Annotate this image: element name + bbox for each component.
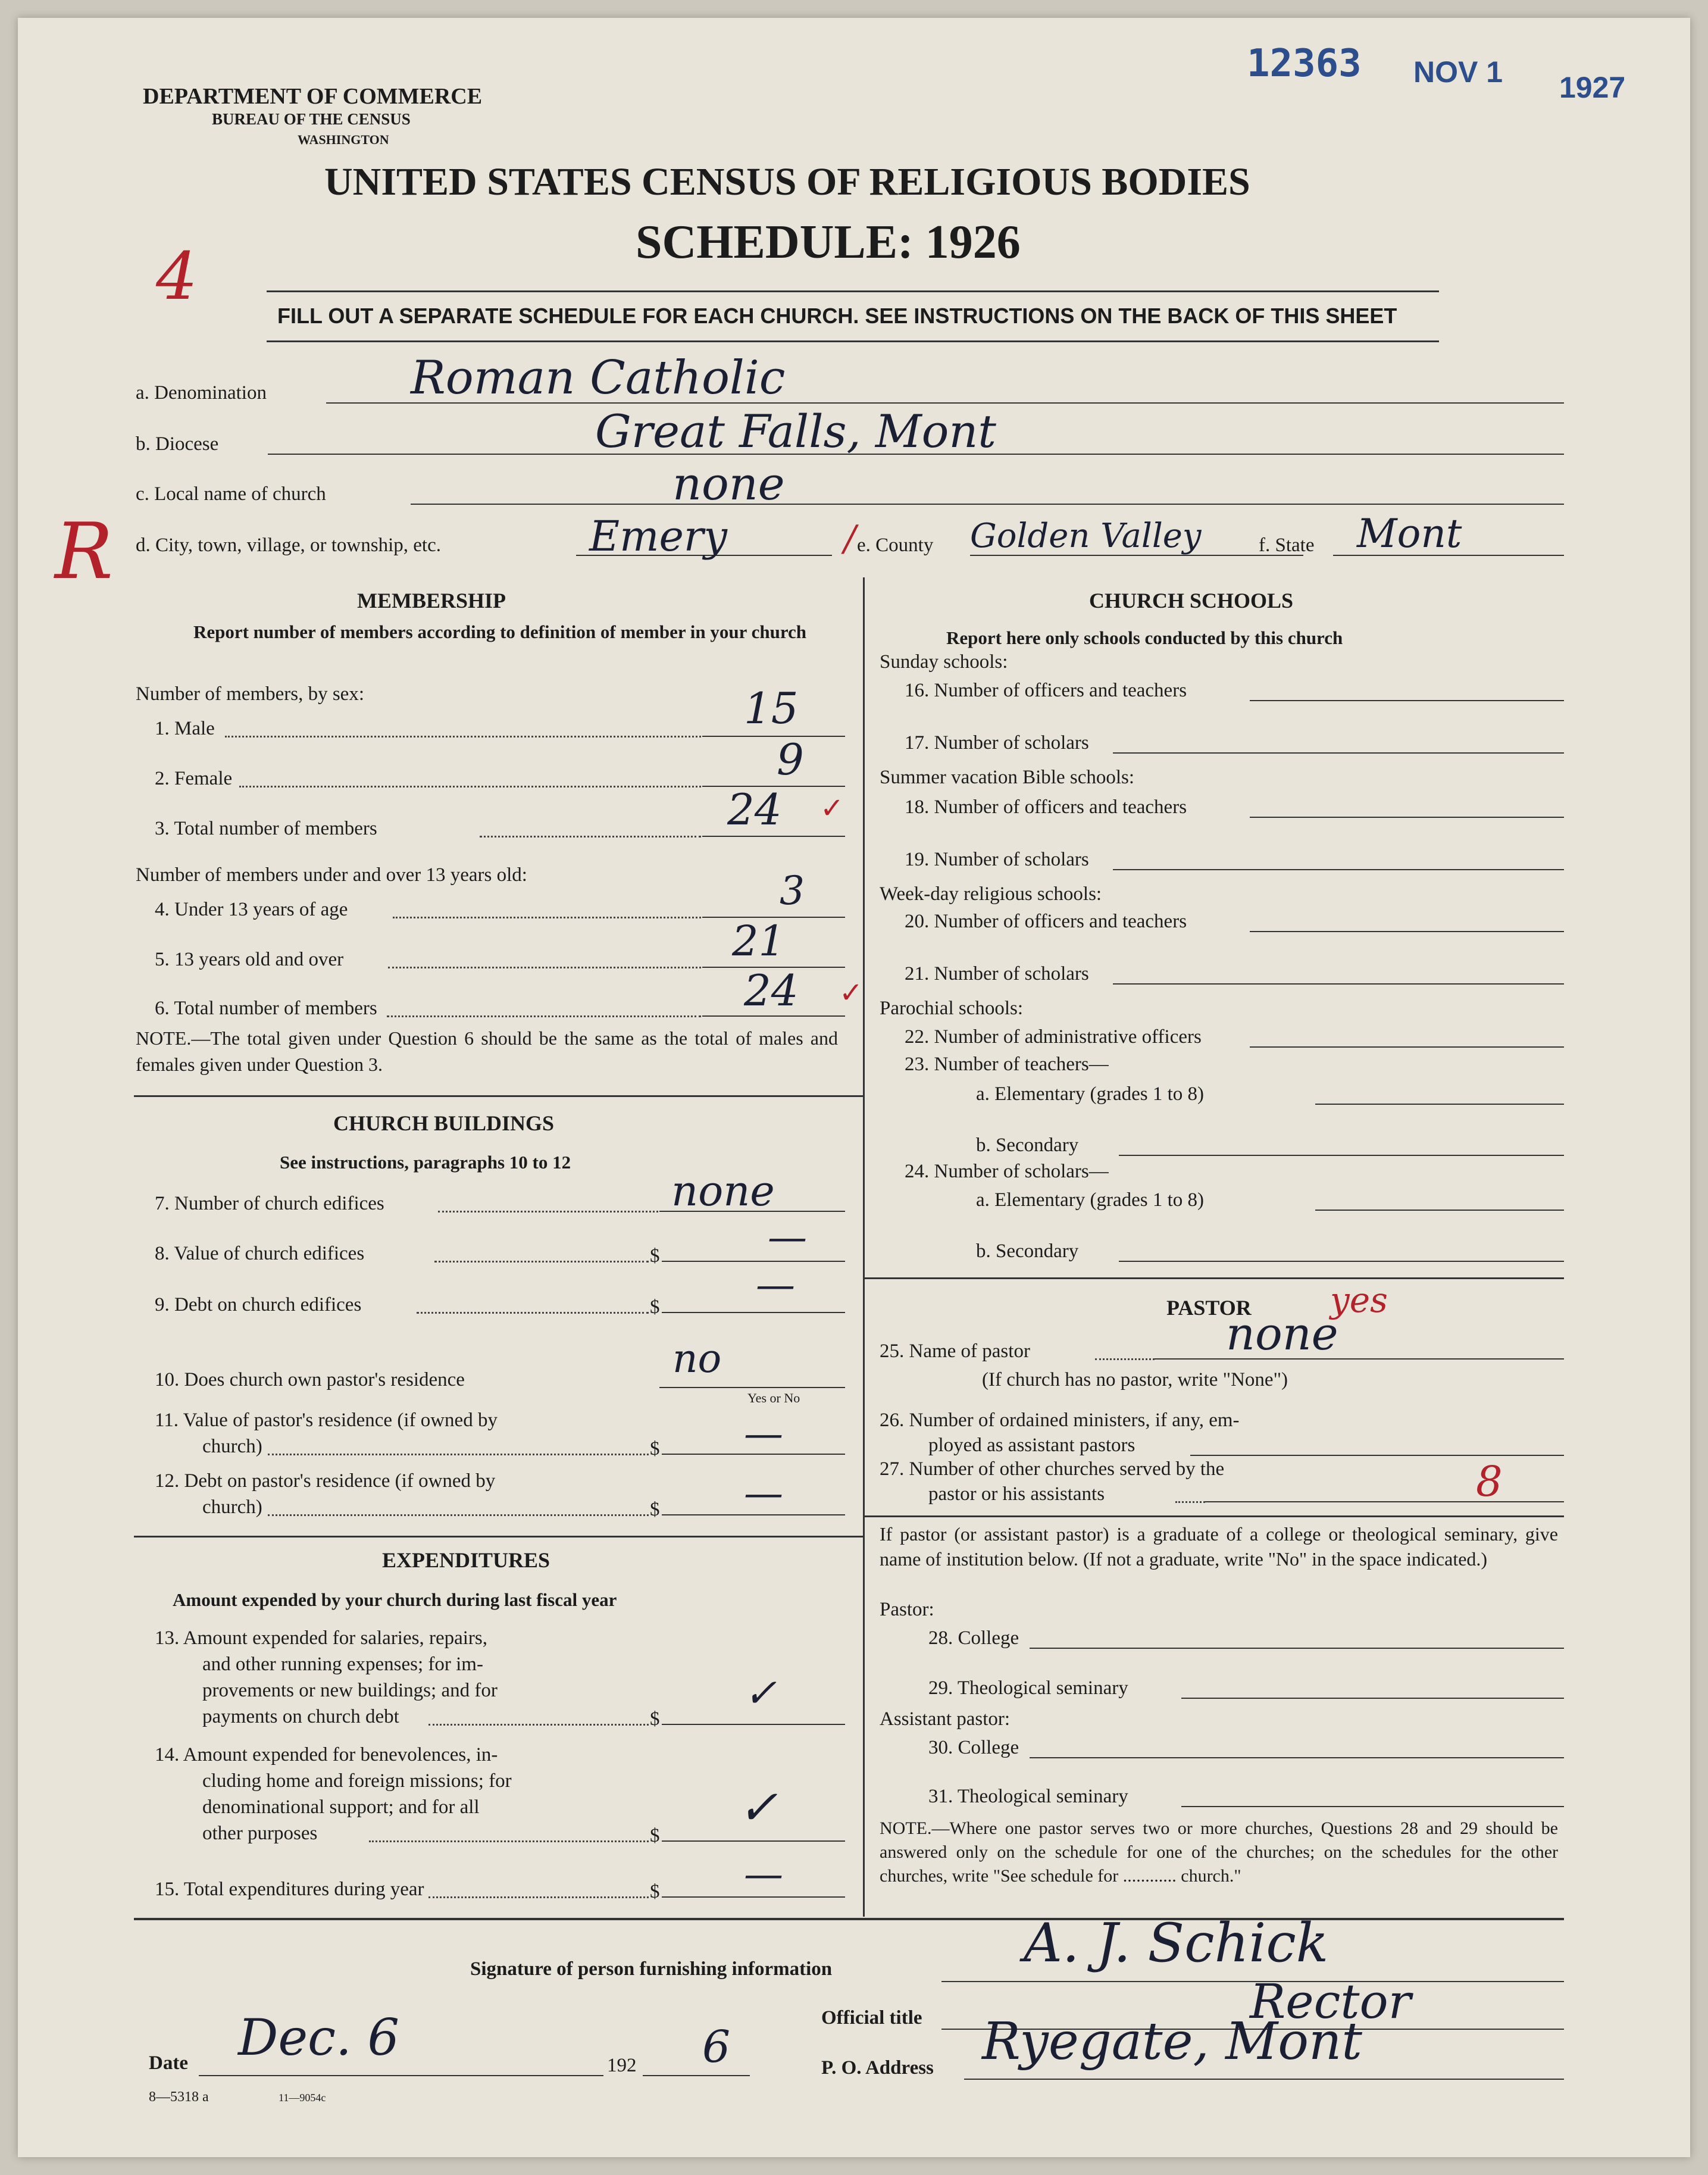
q2-label: 2. Female [155,768,233,789]
schedule-year: SCHEDULE: 1926 [636,216,1021,268]
q25-note: (If church has no pastor, write "None") [982,1369,1288,1390]
date-label: Date [149,2052,188,2074]
q20-label: 20. Number of officers and teachers [905,911,1187,932]
q4-under13-value[interactable]: 3 [780,868,805,914]
q8-value[interactable]: — [768,1214,807,1260]
q9-value[interactable]: — [756,1262,795,1308]
under-over-label: Number of members under and over 13 years old: [136,864,527,886]
q13-line3: provements or new buildings; and for [202,1680,498,1701]
year-value[interactable]: 6 [702,2021,731,2073]
diocese-label: b. Diocese [136,433,219,455]
received-stamp-year: 1927 [1559,71,1626,104]
parochial-schools-label: Parochial schools: [880,998,1024,1019]
date-value[interactable]: Dec. 6 [238,2008,399,2067]
q7-label: 7. Number of church edifices [155,1193,384,1214]
q11-label-cont: church) [202,1436,262,1457]
multiple-churches-note: NOTE.—Where one pastor serves two or more churches, Questions 28 and 29 should be answered only on the schedule for one of the churches; on the schedules for the other churches, write "See schedule for ............ church." [880,1818,1558,1886]
red-check-mark: / [844,518,856,560]
q14-line2: cluding home and foreign missions; for [202,1770,512,1792]
signature-value[interactable]: A. J. Schick [1024,1912,1329,1974]
q8-dollar: $ [650,1245,660,1267]
q14-line1: 14. Amount expended for benevolences, in- [155,1744,498,1765]
q15-value[interactable]: — [744,1851,783,1897]
q25-red-yes: yes [1330,1280,1388,1320]
expenditures-title: EXPENDITURES [382,1548,550,1572]
q27-label: 27. Number of other churches served by the [880,1458,1225,1480]
q1-label: 1. Male [155,718,215,739]
q17-label: 17. Number of scholars [905,732,1089,754]
q9-dollar: $ [650,1296,660,1318]
q7-edifices-value[interactable]: none [671,1167,775,1215]
q11-label: 11. Value of pastor's residence (if owned by [155,1410,498,1431]
q14-line3: denominational support; and for all [202,1796,480,1818]
q6-red-check: ✓ [839,977,864,1009]
weekday-schools-label: Week-day religious schools: [880,883,1102,905]
q15-dollar: $ [650,1881,660,1902]
q3-label: 3. Total number of members [155,818,377,839]
q5-13over-value[interactable]: 21 [732,917,786,965]
q23b-label: b. Secondary [976,1135,1079,1156]
signature-label: Signature of person furnishing information [470,1958,833,1980]
received-stamp-number: 12363 [1247,42,1362,86]
q12-label: 12. Debt on pastor's residence (if owned by [155,1470,496,1492]
form-number: 8—5318 a [149,2089,209,2105]
bureau-name: BUREAU OF THE CENSUS [212,110,411,128]
red-R-mark: R [55,506,113,596]
q14-value[interactable]: ✓ [738,1780,778,1835]
summer-schools-label: Summer vacation Bible schools: [880,767,1135,788]
q12-label-cont: church) [202,1496,262,1518]
q29-label: 29. Theological seminary [928,1677,1128,1699]
yes-or-no-hint: Yes or No [747,1390,800,1405]
year-prefix: 192 [607,2055,637,2076]
pastor-subheading: Pastor: [880,1599,934,1620]
q24-label: 24. Number of scholars— [905,1161,1109,1182]
state-value[interactable]: Mont [1357,511,1462,557]
form-title: UNITED STATES CENSUS OF RELIGIOUS BODIES [324,160,1250,204]
q27-label-cont: pastor or his assistants [928,1483,1105,1505]
diocese-value[interactable]: Great Falls, Mont [595,405,996,458]
q14-line4: other purposes [202,1823,318,1844]
q13-value[interactable]: ✓ [744,1670,777,1716]
members-by-sex-label: Number of members, by sex: [136,683,364,705]
membership-intro: Report number of members according to definition of member in your church [193,621,807,642]
red-mark-number: 4 [156,238,198,314]
q15-label: 15. Total expenditures during year [155,1879,424,1900]
pastor-title: PASTOR [1166,1296,1252,1320]
q3-total-value[interactable]: 24 [727,785,782,835]
q28-label: 28. College [928,1627,1019,1649]
sunday-schools-label: Sunday schools: [880,651,1008,673]
department-name: DEPARTMENT OF COMMERCE [143,84,483,109]
q8-label: 8. Value of church edifices [155,1243,365,1264]
denomination-label: a. Denomination [136,382,267,404]
q13-line1: 13. Amount expended for salaries, repairs, [155,1627,488,1649]
po-address-value[interactable]: Ryegate, Mont [982,2012,1362,2071]
q16-label: 16. Number of officers and teachers [905,680,1187,701]
buildings-instructions: See instructions, paragraphs 10 to 12 [280,1152,571,1173]
q13-line2: and other running expenses; for im- [202,1654,483,1675]
county-value[interactable]: Golden Valley [970,517,1202,555]
q27-churches-value[interactable]: 8 [1476,1457,1503,1506]
state-label: f. State [1259,535,1315,556]
q22-label: 22. Number of administrative officers [905,1026,1202,1048]
q9-label: 9. Debt on church edifices [155,1294,362,1315]
q23-label: 23. Number of teachers— [905,1054,1109,1075]
received-stamp-date: NOV 1 [1413,55,1503,89]
q14-dollar: $ [650,1825,660,1846]
expenditures-intro: Amount expended by your church during last fiscal year [173,1589,617,1610]
q4-label: 4. Under 13 years of age [155,899,348,920]
q11-value[interactable]: — [744,1411,783,1457]
church-buildings-title: CHURCH BUILDINGS [333,1111,555,1135]
official-title-label: Official title [821,2007,922,2029]
q13-line4: payments on church debt [202,1706,399,1727]
q24a-label: a. Elementary (grades 1 to 8) [976,1189,1205,1211]
q2-female-value[interactable]: 9 [777,735,804,785]
county-label: e. County [857,535,934,556]
q25-label: 25. Name of pastor [880,1340,1030,1362]
q12-value[interactable]: — [744,1470,783,1516]
local-name-value[interactable]: none [672,457,785,510]
q21-label: 21. Number of scholars [905,963,1089,985]
q30-label: 30. College [928,1737,1019,1758]
q24b-label: b. Secondary [976,1240,1079,1262]
assistant-pastor-subheading: Assistant pastor: [880,1708,1011,1730]
membership-title: MEMBERSHIP [357,589,506,612]
q12-dollar: $ [650,1499,660,1520]
q3-red-check: ✓ [820,793,844,824]
instructions-banner: FILL OUT A SEPARATE SCHEDULE FOR EACH CHURCH. SEE INSTRUCTIONS ON THE BACK OF THIS SHEET [277,304,1397,328]
po-address-label: P. O. Address [821,2057,934,2079]
q6-total-value[interactable]: 24 [744,965,799,1015]
q18-label: 18. Number of officers and teachers [905,796,1187,818]
q26-label-cont: ployed as assistant pastors [928,1435,1135,1456]
print-number: 11—9054c [279,2092,326,2104]
church-schools-title: CHURCH SCHOOLS [1089,589,1294,612]
membership-note: NOTE.—The total given under Question 6 should be the same as the total of males and females given under Question 3. [136,1027,838,1075]
q10-value[interactable]: no [672,1336,722,1382]
schools-intro: Report here only schools conducted by this church [946,627,1343,648]
graduate-instructions: If pastor (or assistant pastor) is a graduate of a college or theological seminary, give name of institution below. (If not a graduate, write "No" in the space indicated.) [880,1523,1558,1570]
official-title-value[interactable]: Rector [1250,1974,1411,2029]
denomination-value[interactable]: Roman Catholic [411,351,786,405]
city-value[interactable]: Emery [589,512,727,561]
q6-label: 6. Total number of members [155,998,377,1019]
q5-label: 5. 13 years old and over [155,949,344,970]
q19-label: 19. Number of scholars [905,849,1089,870]
q1-male-value[interactable]: 15 [744,683,799,733]
q13-dollar: $ [650,1708,660,1730]
q31-label: 31. Theological seminary [928,1786,1128,1807]
q10-label: 10. Does church own pastor's residence [155,1369,465,1390]
bureau-city: WASHINGTON [298,132,389,147]
q23a-label: a. Elementary (grades 1 to 8) [976,1083,1205,1105]
city-label: d. City, town, village, or township, etc. [136,535,441,556]
q11-dollar: $ [650,1438,660,1460]
local-name-label: c. Local name of church [136,483,326,505]
q25-pastor-value[interactable]: none [1226,1307,1338,1360]
q26-label: 26. Number of ordained ministers, if any, em- [880,1410,1240,1431]
